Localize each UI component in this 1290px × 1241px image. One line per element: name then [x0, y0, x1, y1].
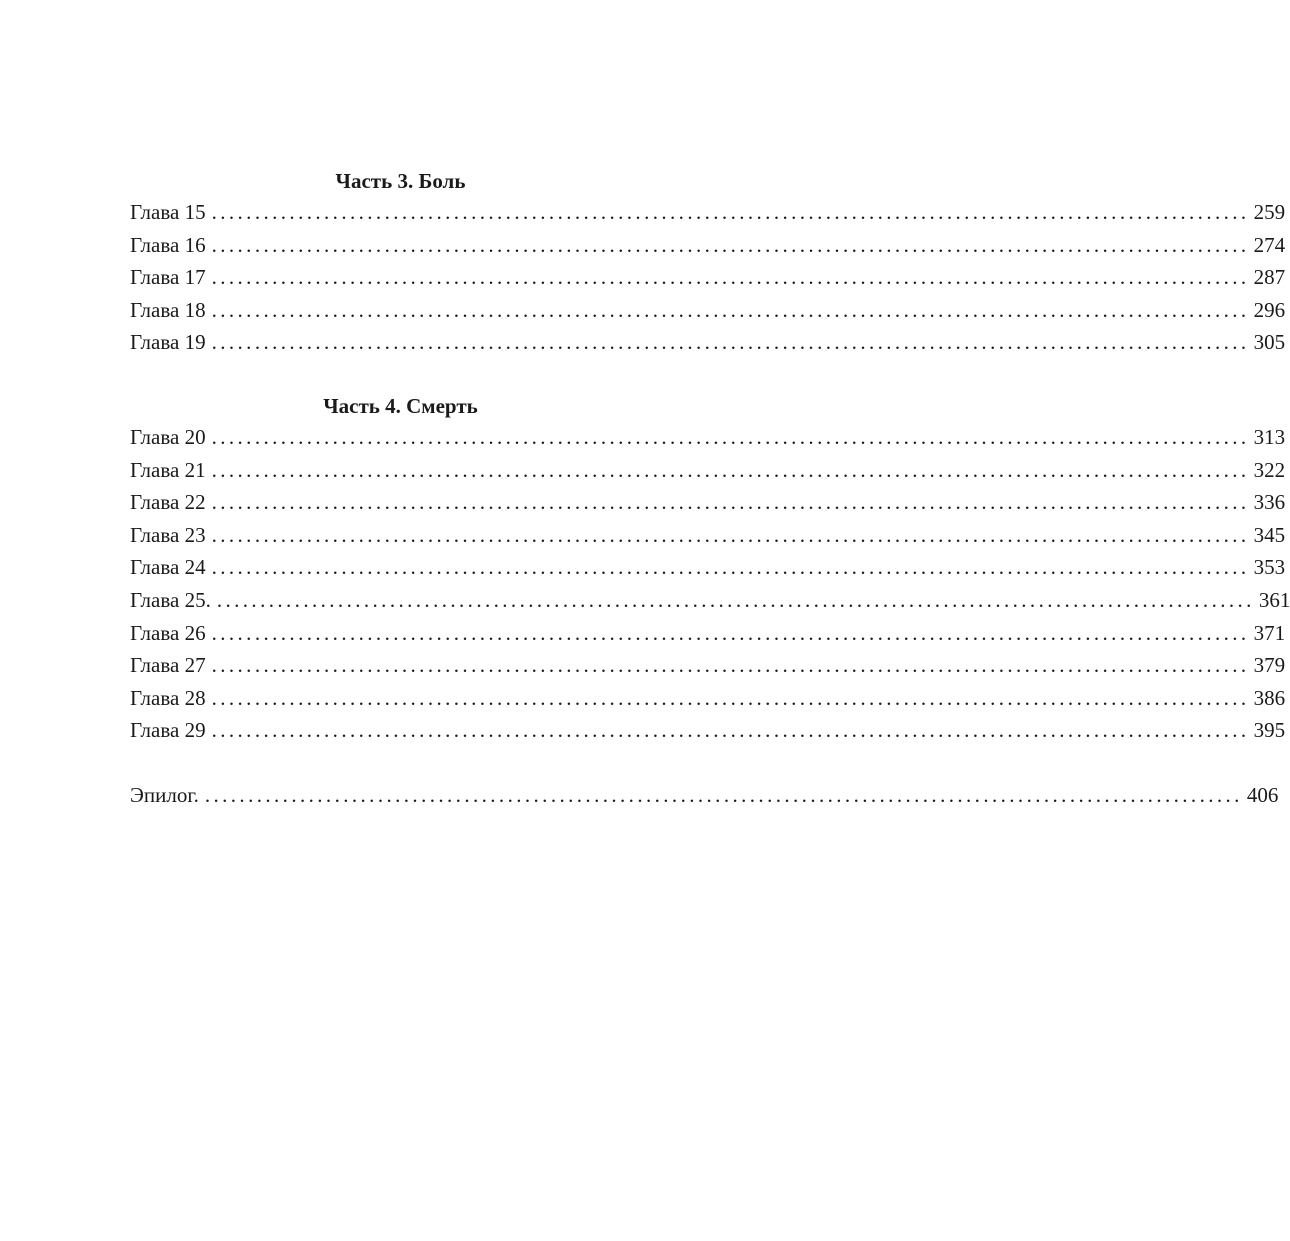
- dot-leader: ........................................................................................................................: [211, 620, 1250, 645]
- toc-list: [130, 196, 1286, 359]
- toc-entry[interactable]: [130, 196, 1286, 229]
- part-title: Часть 4. Смерть: [323, 393, 478, 418]
- toc-entry-label: Глава 21: [130, 457, 206, 482]
- dot-leader: ........................................................................................................................: [211, 232, 1250, 257]
- dot-leader: ........................................................................................................................: [211, 718, 1250, 743]
- dot-leader: ........................................................................................................................: [211, 555, 1250, 580]
- dot-leader: ........................................................................................................................: [211, 457, 1250, 482]
- toc-entry-label: Глава 18: [130, 297, 206, 322]
- toc-entry-page: 305: [1253, 330, 1286, 355]
- part-title: Часть 3. Боль: [335, 169, 466, 193]
- toc-entry-page: 322: [1253, 457, 1286, 482]
- toc-entry-page: 345: [1253, 522, 1286, 547]
- toc-entry-page: 287: [1253, 265, 1286, 290]
- toc-entry-label: Глава 28: [130, 685, 206, 710]
- toc-entry-page: 313: [1253, 424, 1286, 449]
- dot-leader: ........................................................................................................................: [216, 587, 1255, 612]
- toc-entry-label: Глава 15: [130, 200, 206, 224]
- toc-entry-page: 406: [1246, 782, 1279, 807]
- toc-entry[interactable]: [130, 682, 1286, 715]
- toc-entry-page: 353: [1253, 555, 1286, 580]
- toc-entry-page: 274: [1253, 232, 1286, 257]
- toc-entry[interactable]: [130, 229, 1286, 262]
- toc-entry-page: 361: [1258, 587, 1290, 612]
- toc-entry[interactable]: [130, 584, 1290, 617]
- dot-leader: ........................................................................................................................: [211, 522, 1250, 547]
- toc-entry-label: Глава 20: [130, 424, 206, 449]
- toc-entry-label: Глава 24: [130, 555, 206, 580]
- toc-entry-label: Глава 19: [130, 330, 206, 355]
- toc-entry-page: 371: [1253, 620, 1286, 645]
- table-of-contents: [130, 166, 1290, 812]
- part-3-section: [130, 166, 1286, 359]
- dot-leader: ........................................................................................................................: [211, 490, 1250, 515]
- dot-leader: ........................................................................................................................: [211, 200, 1250, 224]
- toc-entry[interactable]: [130, 551, 1286, 584]
- toc-list: [130, 421, 1290, 747]
- epilogue-section: [130, 779, 1279, 812]
- toc-entry-page: 395: [1253, 718, 1286, 743]
- toc-entry[interactable]: [130, 617, 1286, 650]
- toc-entry-epilogue[interactable]: [130, 779, 1279, 812]
- toc-entry[interactable]: [130, 519, 1286, 552]
- dot-leader: ........................................................................................................................: [211, 653, 1250, 678]
- toc-entry-label: Глава 17: [130, 265, 206, 290]
- toc-entry-label: Глава 23: [130, 522, 206, 547]
- toc-entry[interactable]: [130, 261, 1286, 294]
- part-4-section: [130, 391, 1290, 747]
- toc-entry[interactable]: [130, 454, 1286, 487]
- toc-entry[interactable]: [130, 714, 1286, 747]
- toc-entry-label: Глава 27: [130, 653, 206, 678]
- toc-entry[interactable]: [130, 294, 1286, 327]
- toc-entry-label: Глава 26: [130, 620, 206, 645]
- toc-entry[interactable]: [130, 486, 1286, 519]
- dot-leader: ........................................................................................................................: [211, 685, 1250, 710]
- toc-entry-page: 336: [1253, 490, 1286, 515]
- toc-entry-label: Эпилог.: [130, 782, 199, 807]
- dot-leader: ........................................................................................................................: [211, 330, 1250, 355]
- dot-leader: ........................................................................................................................: [211, 265, 1250, 290]
- toc-entry-label: Глава 25.: [130, 587, 211, 612]
- toc-entry-label: Глава 22: [130, 490, 206, 515]
- dot-leader: ........................................................................................................................: [204, 782, 1243, 807]
- dot-leader: ........................................................................................................................: [211, 297, 1250, 322]
- toc-entry-page: 379: [1253, 653, 1286, 678]
- toc-entry-label: Глава 16: [130, 232, 206, 257]
- toc-entry-page: 386: [1253, 685, 1286, 710]
- toc-entry[interactable]: [130, 421, 1286, 454]
- toc-entry-page: 259: [1253, 200, 1286, 224]
- dot-leader: ........................................................................................................................: [211, 424, 1250, 449]
- toc-entry-label: Глава 29: [130, 718, 206, 743]
- toc-entry[interactable]: [130, 326, 1286, 359]
- toc-entry[interactable]: [130, 649, 1286, 682]
- toc-entry-page: 296: [1253, 297, 1286, 322]
